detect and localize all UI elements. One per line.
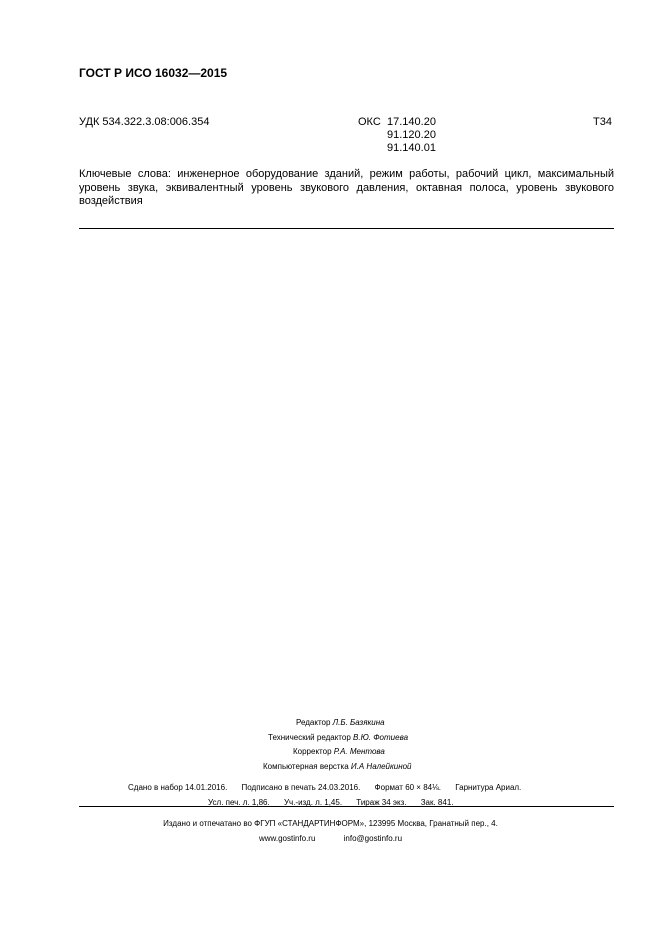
print-sheets: Усл. печ. л. 1,86. bbox=[208, 797, 270, 807]
signed-date: Подписано в печать 24.03.2016. bbox=[241, 783, 361, 792]
typeface: Гарнитура Ариал. bbox=[455, 783, 522, 792]
document-title: ГОСТ Р ИСО 16032—2015 bbox=[79, 66, 228, 80]
credit-editor bbox=[263, 716, 412, 731]
publisher-block bbox=[0, 817, 661, 846]
publisher-sheets: Уч.-изд. л. 1,45. bbox=[283, 797, 343, 807]
publisher-contacts bbox=[0, 832, 661, 847]
t-code: Т34 bbox=[593, 116, 612, 128]
credit-tech-editor bbox=[263, 731, 412, 746]
oks-code: 17.140.20 bbox=[387, 116, 436, 128]
divider-top bbox=[79, 228, 614, 229]
credit-label: Корректор bbox=[293, 747, 332, 757]
oks-label: ОКС bbox=[358, 116, 381, 128]
publisher-address: Издано и отпечатано во ФГУП «СТАНДАРТИНФОРМ», 123995 Москва, Гранатный пер., 4. bbox=[163, 819, 498, 828]
credit-corrector bbox=[263, 745, 412, 760]
keywords-line: воздействия bbox=[79, 195, 143, 207]
website-link[interactable]: www.gostinfo.ru bbox=[258, 833, 316, 843]
keywords-paragraph bbox=[79, 168, 614, 209]
credit-name: И.А Налейкиной bbox=[350, 761, 412, 771]
credits-block bbox=[263, 716, 412, 774]
oks-codes bbox=[387, 116, 436, 155]
credit-label: Редактор bbox=[296, 718, 331, 727]
oks-code: 91.140.01 bbox=[387, 142, 436, 154]
email-link[interactable]: info@gostinfo.ru bbox=[343, 833, 403, 843]
order-number: Зак. 841. bbox=[420, 797, 454, 807]
keywords-line: Ключевые слова: инженерное оборудование зданий, режим работы, рабочий цикл, максимальный bbox=[79, 168, 614, 180]
divider-bottom bbox=[79, 806, 614, 807]
submitted-date: Сдано в набор 14.01.2016. bbox=[128, 783, 228, 792]
credit-name: В.Ю. Фотиева bbox=[353, 732, 409, 742]
credit-layout bbox=[263, 760, 412, 775]
paper-format: Формат 60 × 84⅛. bbox=[374, 783, 441, 792]
credit-name: Л.Б. Базякина bbox=[332, 718, 385, 727]
oks-code: 91.120.20 bbox=[387, 129, 436, 141]
credit-label: Компьютерная верстка bbox=[263, 761, 349, 771]
print-info-row bbox=[128, 781, 588, 796]
udk-code: УДК 534.322.3.08:006.354 bbox=[79, 116, 210, 128]
credit-label: Технический редактор bbox=[268, 732, 351, 742]
credit-name: Р.А. Ментова bbox=[333, 747, 385, 757]
keywords-line: уровень звука, эквивалентный уровень звукового давления, октавная полоса, уровень звукового bbox=[79, 181, 614, 194]
print-run: Тираж 34 экз. bbox=[356, 797, 407, 807]
print-info-row bbox=[128, 796, 588, 811]
